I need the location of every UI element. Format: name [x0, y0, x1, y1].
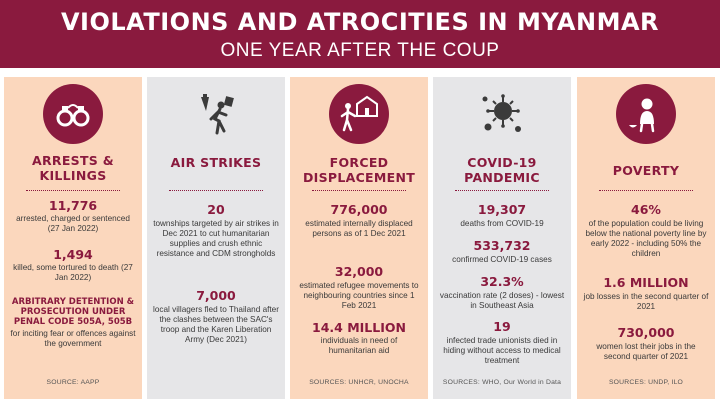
divider: [26, 190, 120, 191]
stat-value: 32,000: [334, 264, 384, 279]
stat-value: 1,494: [53, 247, 93, 262]
stat-description: local villagers fled to Thailand after the clashes between the SAC's troop and the Karen Liberation Army (Dec 2021): [153, 305, 279, 344]
stat-value: 730,000: [617, 325, 675, 340]
stat-description: killed, some tortured to death (27 Jan 2022): [13, 263, 133, 282]
stat-description: women lost their jobs in the second quarter of 2021: [596, 342, 696, 361]
stat-description: individuals in need of humanitarian aid: [320, 336, 398, 355]
column-title: ARRESTS & KILLINGS: [32, 153, 114, 183]
stat-description: vaccination rate (2 doses) - lowest in Southeast Asia: [439, 291, 565, 310]
column-title: COVID-19 PANDEMIC: [464, 155, 540, 185]
stat-description: arrested, charged or sentenced (27 Jan 2022): [16, 214, 130, 233]
divider: [312, 190, 406, 191]
column-title: AIR STRIKES: [170, 155, 262, 170]
divider: [169, 190, 263, 191]
column-arrests-killings: [4, 77, 142, 399]
stat-value: 1.6 MILLION: [603, 275, 689, 290]
displacement-icon: [329, 84, 389, 144]
page-subtitle: ONE YEAR AFTER THE COUP: [220, 40, 500, 61]
air-strike-icon: [186, 84, 246, 144]
source-note: SOURCES: UNDP, ILO: [608, 379, 684, 386]
column-forced-displacement: [290, 77, 428, 399]
stat-description: deaths from COVID-19: [460, 219, 544, 228]
source-note: SOURCE: AAPP: [46, 379, 100, 386]
stat-description: job losses in the second quarter of 2021: [583, 292, 709, 311]
source-note: SOURCES: WHO, Our World in Data: [442, 379, 562, 386]
stat-value: 776,000: [330, 202, 388, 217]
column-poverty: [577, 77, 715, 399]
stat-description: infected trade unionists died in hiding without access to medical treatment: [443, 336, 561, 365]
source-note: SOURCES: UNHCR, UNOCHA: [309, 379, 409, 386]
stat-value: 14.4 MILLION: [312, 320, 406, 335]
divider: [599, 190, 693, 191]
stat-value: 20: [207, 202, 225, 217]
poverty-icon: [616, 84, 676, 144]
header-banner: [0, 0, 720, 68]
virus-icon: [472, 84, 532, 144]
column-covid-19: [433, 77, 571, 399]
divider: [455, 190, 549, 191]
stat-heading: ARBITRARY DETENTION & PROSECUTION UNDER PENAL CODE 505A, 505B: [11, 297, 135, 327]
stat-description: for inciting fear or offences against the government: [10, 329, 136, 348]
column-title: FORCED DISPLACEMENT: [302, 155, 416, 185]
stat-description: confirmed COVID-19 cases: [452, 255, 552, 264]
handcuffs-icon: [43, 84, 103, 144]
stat-description: estimated refugee movements to neighbouring countries since 1 Feb 2021: [299, 281, 419, 310]
stat-description: estimated internally displaced persons as of 1 Dec 2021: [305, 219, 413, 238]
stat-description: townships targeted by air strikes in Dec 2021 to cut humanitarian supplies and crush ethnic resistance and CDM strongholds: [153, 219, 279, 258]
stat-description: of the population could be living below the national poverty line by early 2022 - including 50% the children: [585, 219, 707, 258]
stat-value: 11,776: [48, 198, 98, 213]
stat-value: 7,000: [196, 288, 236, 303]
page-title: VIOLATIONS AND ATROCITIES IN MYANMAR: [60, 8, 660, 36]
column-title: POVERTY: [612, 163, 680, 178]
stat-value: 19: [493, 319, 511, 334]
stat-value: 46%: [631, 202, 661, 217]
stat-value: 32.3%: [480, 274, 524, 289]
column-air-strikes: [147, 77, 285, 399]
stat-value: 533,732: [473, 238, 531, 253]
stat-value: 19,307: [477, 202, 527, 217]
